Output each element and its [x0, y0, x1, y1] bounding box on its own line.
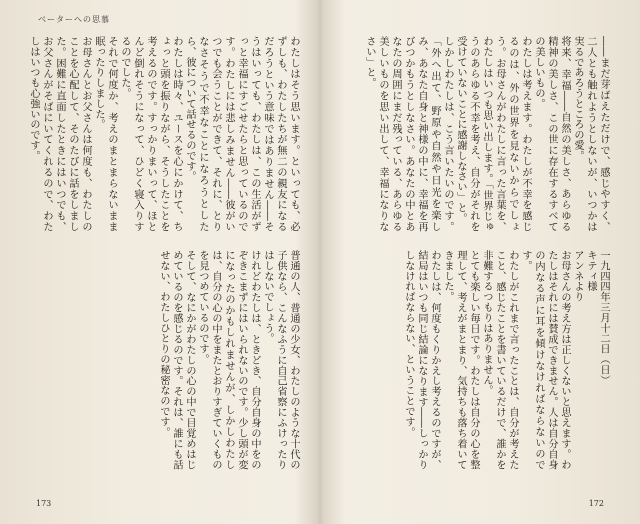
right-page-lower-text — [334, 250, 610, 470]
right-page — [320, 0, 640, 524]
right-page-upper-text — [334, 36, 610, 232]
paragraph: ――まだ芽ばえただけで、感じやすく、二人とも触れようとしないが、いつかは実るであろうところの愛。 将来、幸福――自然の美しさ、あらゆる精神の美しさ、この世に存在するすべての美しいもの。 わたしは考えます。わたしが不幸を感じるのは、外の世界を見ないからでしょう。お母さんがわたしに言った言葉を、わたしはいつも思い出します。「世界じゅうのあらゆる不幸を考え、自分がそれを受けていないことに感謝しなさい」と。 しかしわたしは、こう言いたいのです。「外へ出て、野原や自然や日光を楽しみ、あなた自身と神様の中に、幸福を再びつかもうとしなさい。あなたの中とあなたの周囲にまだ残っている、あらゆる美しいものを思い出して、幸福になりなさい」と。 — [364, 36, 609, 232]
paragraph: 一九四四年三月十二日（日） キティ様 アンネより お母さんの考え方は正しくないと思えます。わたしはそれには賛成できません。人は自分自身の内なる声に耳を傾けなければならないのです。 わたしがこれまで言ったことは、自分が考えたこと、感じたことを書いているだけで、誰かを非難するつもりはありません。 とても楽しい毎日です。わたしは自分の心を整理して、考えがまとまり、気持ちも落ち着いてきました。 わたしは、何度もくりかえし考えるのですが、結局はいつも同じ結論になります――しっかりしなければならない、ということです。 — [403, 250, 609, 470]
page-number-right: 172 — [588, 499, 604, 508]
running-head: ベーターへの思慕 — [38, 15, 110, 24]
paragraph: 普通の人、普通の少女、わたしのような十代の子供なら、こんなふうに自己省察にふけったりはしないでしょう。 けれどわたしは、ときどき、自分自身の中をのぞきこまずにはいられないのです。少し頭が変になったのかもしれませんが、しかしわたしは、自分の心の中をまたとおりすぎていくものを見つめているのです。 そして、なにかがわたしの心の中で目覚めはじめているのを感じるのです。それは、誰にも話せない、わたしひとりの秘密なのです。 — [158, 250, 299, 470]
paragraph: わたしはそう思います。といっても、必ずしも、わたしたちが無二の親友になるだろうという意味ではありません――そうはいっても、わたしは、この生活がずっと幸福にすごせたらと思っているのです。わたしには悲しみません――彼がいつでも会うことができて、それに、とりなさそうで不幸なことになろうとしたら、彼について話せるのです。 わたしは時々、ユースを心にかけて、ちょっと頭を振りながら、そうしたことを考えるのです。すっかりまいって、ほとんど倒れそうになって、ひどく寝入りするのでした。 それで何度か、考えのまとまらないまま眠ったりしました。 お母さんとお父さんは何度も、わたしのことを心配して、そのたびに話をしました。困難に直面したときにはいつでも、お父さんがそばにいてくれるので、わたしはいつも心強いのです。 — [28, 36, 299, 232]
page-number-left: 173 — [36, 499, 52, 508]
left-page-upper-text — [28, 36, 300, 232]
left-page-lower-text — [32, 250, 300, 470]
